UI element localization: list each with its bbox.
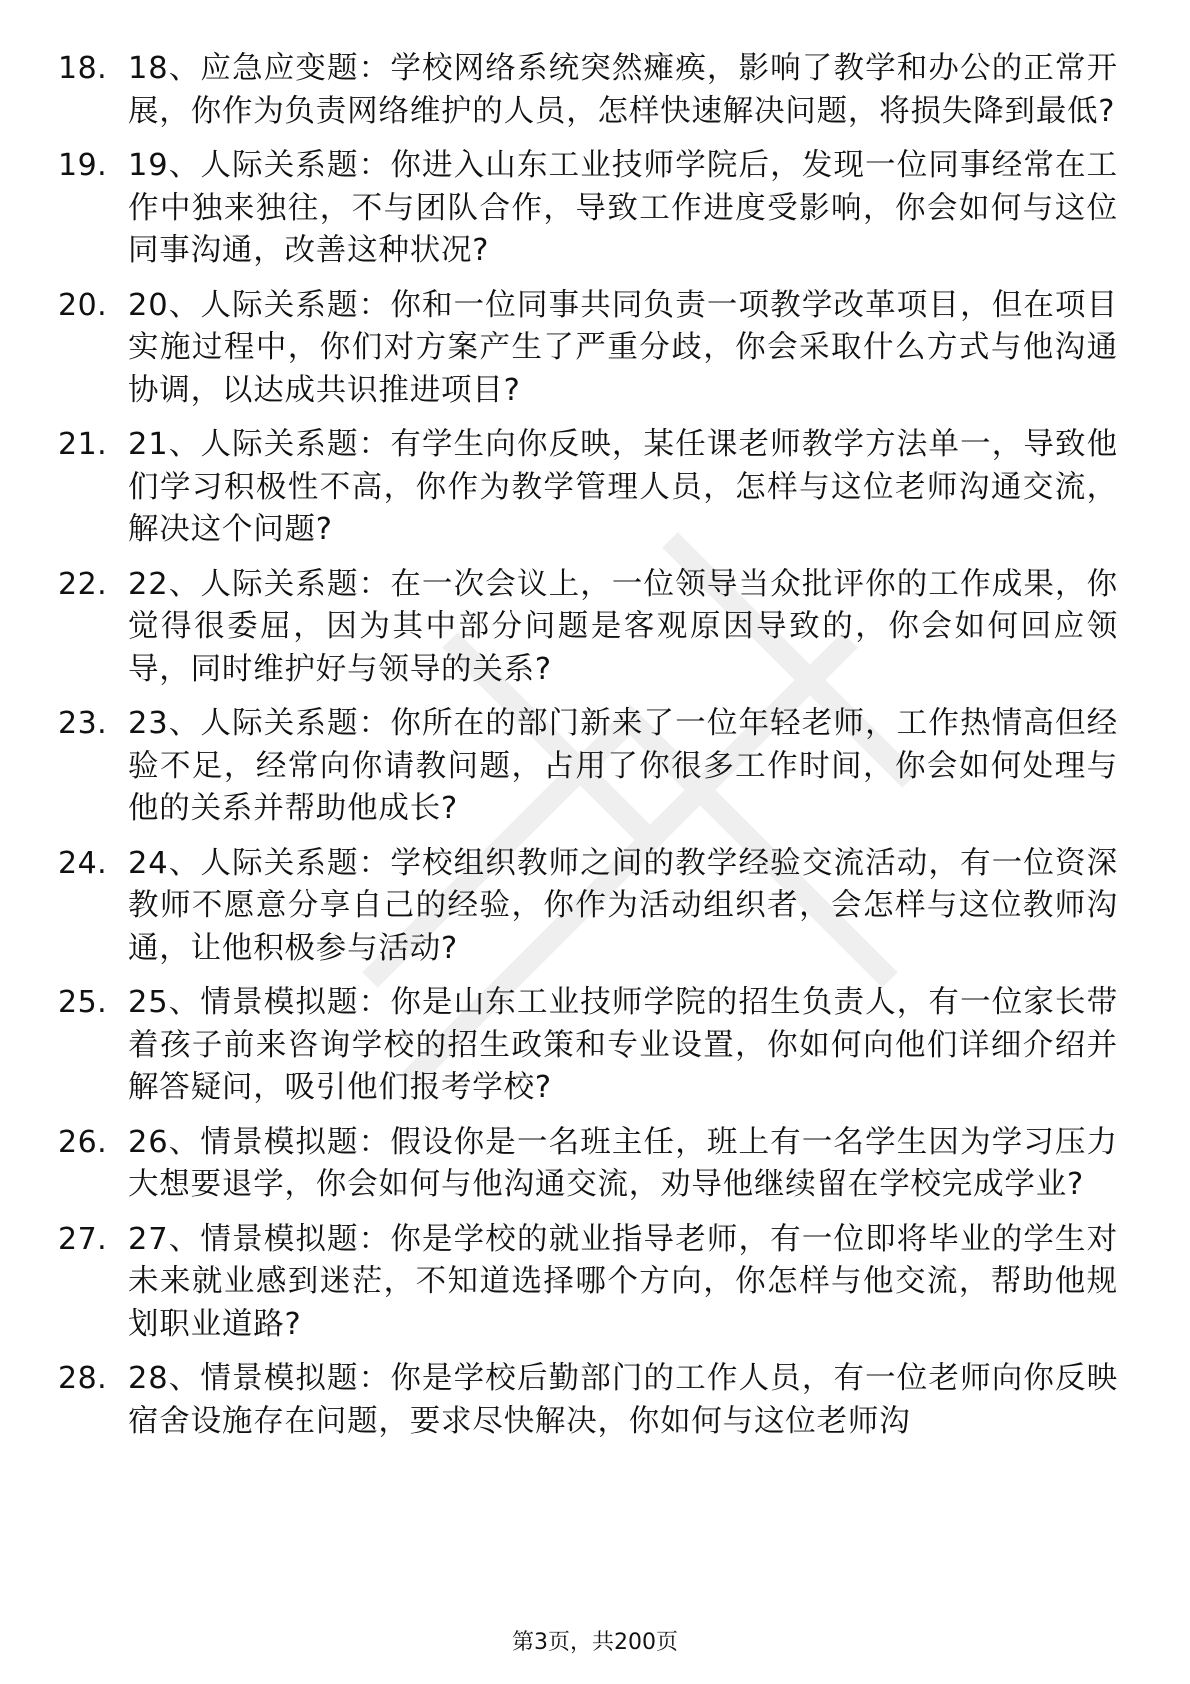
list-item [58,843,1118,971]
list-item [58,1219,1118,1347]
question-number: 25. [58,985,108,1020]
question-text: 24、人际关系题：学校组织教师之间的教学经验交流活动，有一位资深教师不愿意分享自己的经验，你作为活动组织者，会怎样与这位教师沟通，让他积极参与活动? [128,845,1118,966]
list-item [58,48,1118,133]
question-text: 18、应急应变题：学校网络系统突然瘫痪，影响了教学和办公的正常开展，你作为负责网络维护的人员，怎样快速解决问题，将损失降到最低? [128,51,1118,129]
question-number: 22. [58,566,108,602]
list-item [58,564,1118,692]
page-footer: 第3页，共200页 [512,1630,678,1655]
question-text: 20、人际关系题：你和一位同事共同负责一项教学改革项目，但在项目实施过程中，你们对方案产生了严重分歧，你会采取什么方式与他沟通协调，以达成共识推进项目? [128,287,1118,408]
list-item [58,982,1118,1110]
question-number: 28. [58,1361,108,1396]
list-item [58,145,1118,273]
question-text: 21、人际关系题：有学生向你反映，某任课老师教学方法单一，导致他们学习积极性不高，你作为教学管理人员，怎样与这位老师沟通交流，解决这个问题? [128,427,1118,547]
list-item [58,424,1118,552]
question-number: 19. [58,148,108,183]
question-number: 27. [58,1221,108,1257]
question-list [58,48,1118,1455]
question-text: 28、情景模拟题：你是学校后勤部门的工作人员，有一位老师向你反映宿舍设施存在问题，要求尽快解决，你如何与这位老师沟 [128,1361,1118,1439]
question-text: 26、情景模拟题：假设你是一名班主任，班上有一名学生因为学习压力大想要退学，你会如何与他沟通交流，劝导他继续留在学校完成学业? [128,1124,1118,1202]
question-number: 26. [58,1124,108,1160]
question-text: 23、人际关系题：你所在的部门新来了一位年轻老师，工作热情高但经验不足，经常向你请教问题，占用了你很多工作时间，你会如何处理与他的关系并帮助他成长? [128,706,1118,826]
question-text: 19、人际关系题：你进入山东工业技师学院后，发现一位同事经常在工作中独来独往，不与团队合作，导致工作进度受影响，你会如何与这位同事沟通，改善这种状况? [128,148,1118,268]
list-item [58,703,1118,831]
list-item [58,285,1118,413]
list-item [58,1358,1118,1443]
question-number: 23. [58,706,108,741]
question-number: 20. [58,287,108,323]
question-number: 24. [58,845,108,881]
question-text: 22、人际关系题：在一次会议上，一位领导当众批评你的工作成果，你觉得很委屈，因为其中部分问题是客观原因导致的，你会如何回应领导，同时维护好与领导的关系? [128,566,1118,687]
question-text: 25、情景模拟题：你是山东工业技师学院的招生负责人，有一位家长带着孩子前来咨询学校的招生政策和专业设置，你如何向他们详细介绍并解答疑问，吸引他们报考学校? [128,985,1118,1105]
question-text: 27、情景模拟题：你是学校的就业指导老师，有一位即将毕业的学生对未来就业感到迷茫，不知道选择哪个方向，你怎样与他交流，帮助他规划职业道路? [128,1221,1118,1342]
question-number: 18. [58,51,108,86]
list-item [58,1122,1118,1207]
question-number: 21. [58,427,108,462]
